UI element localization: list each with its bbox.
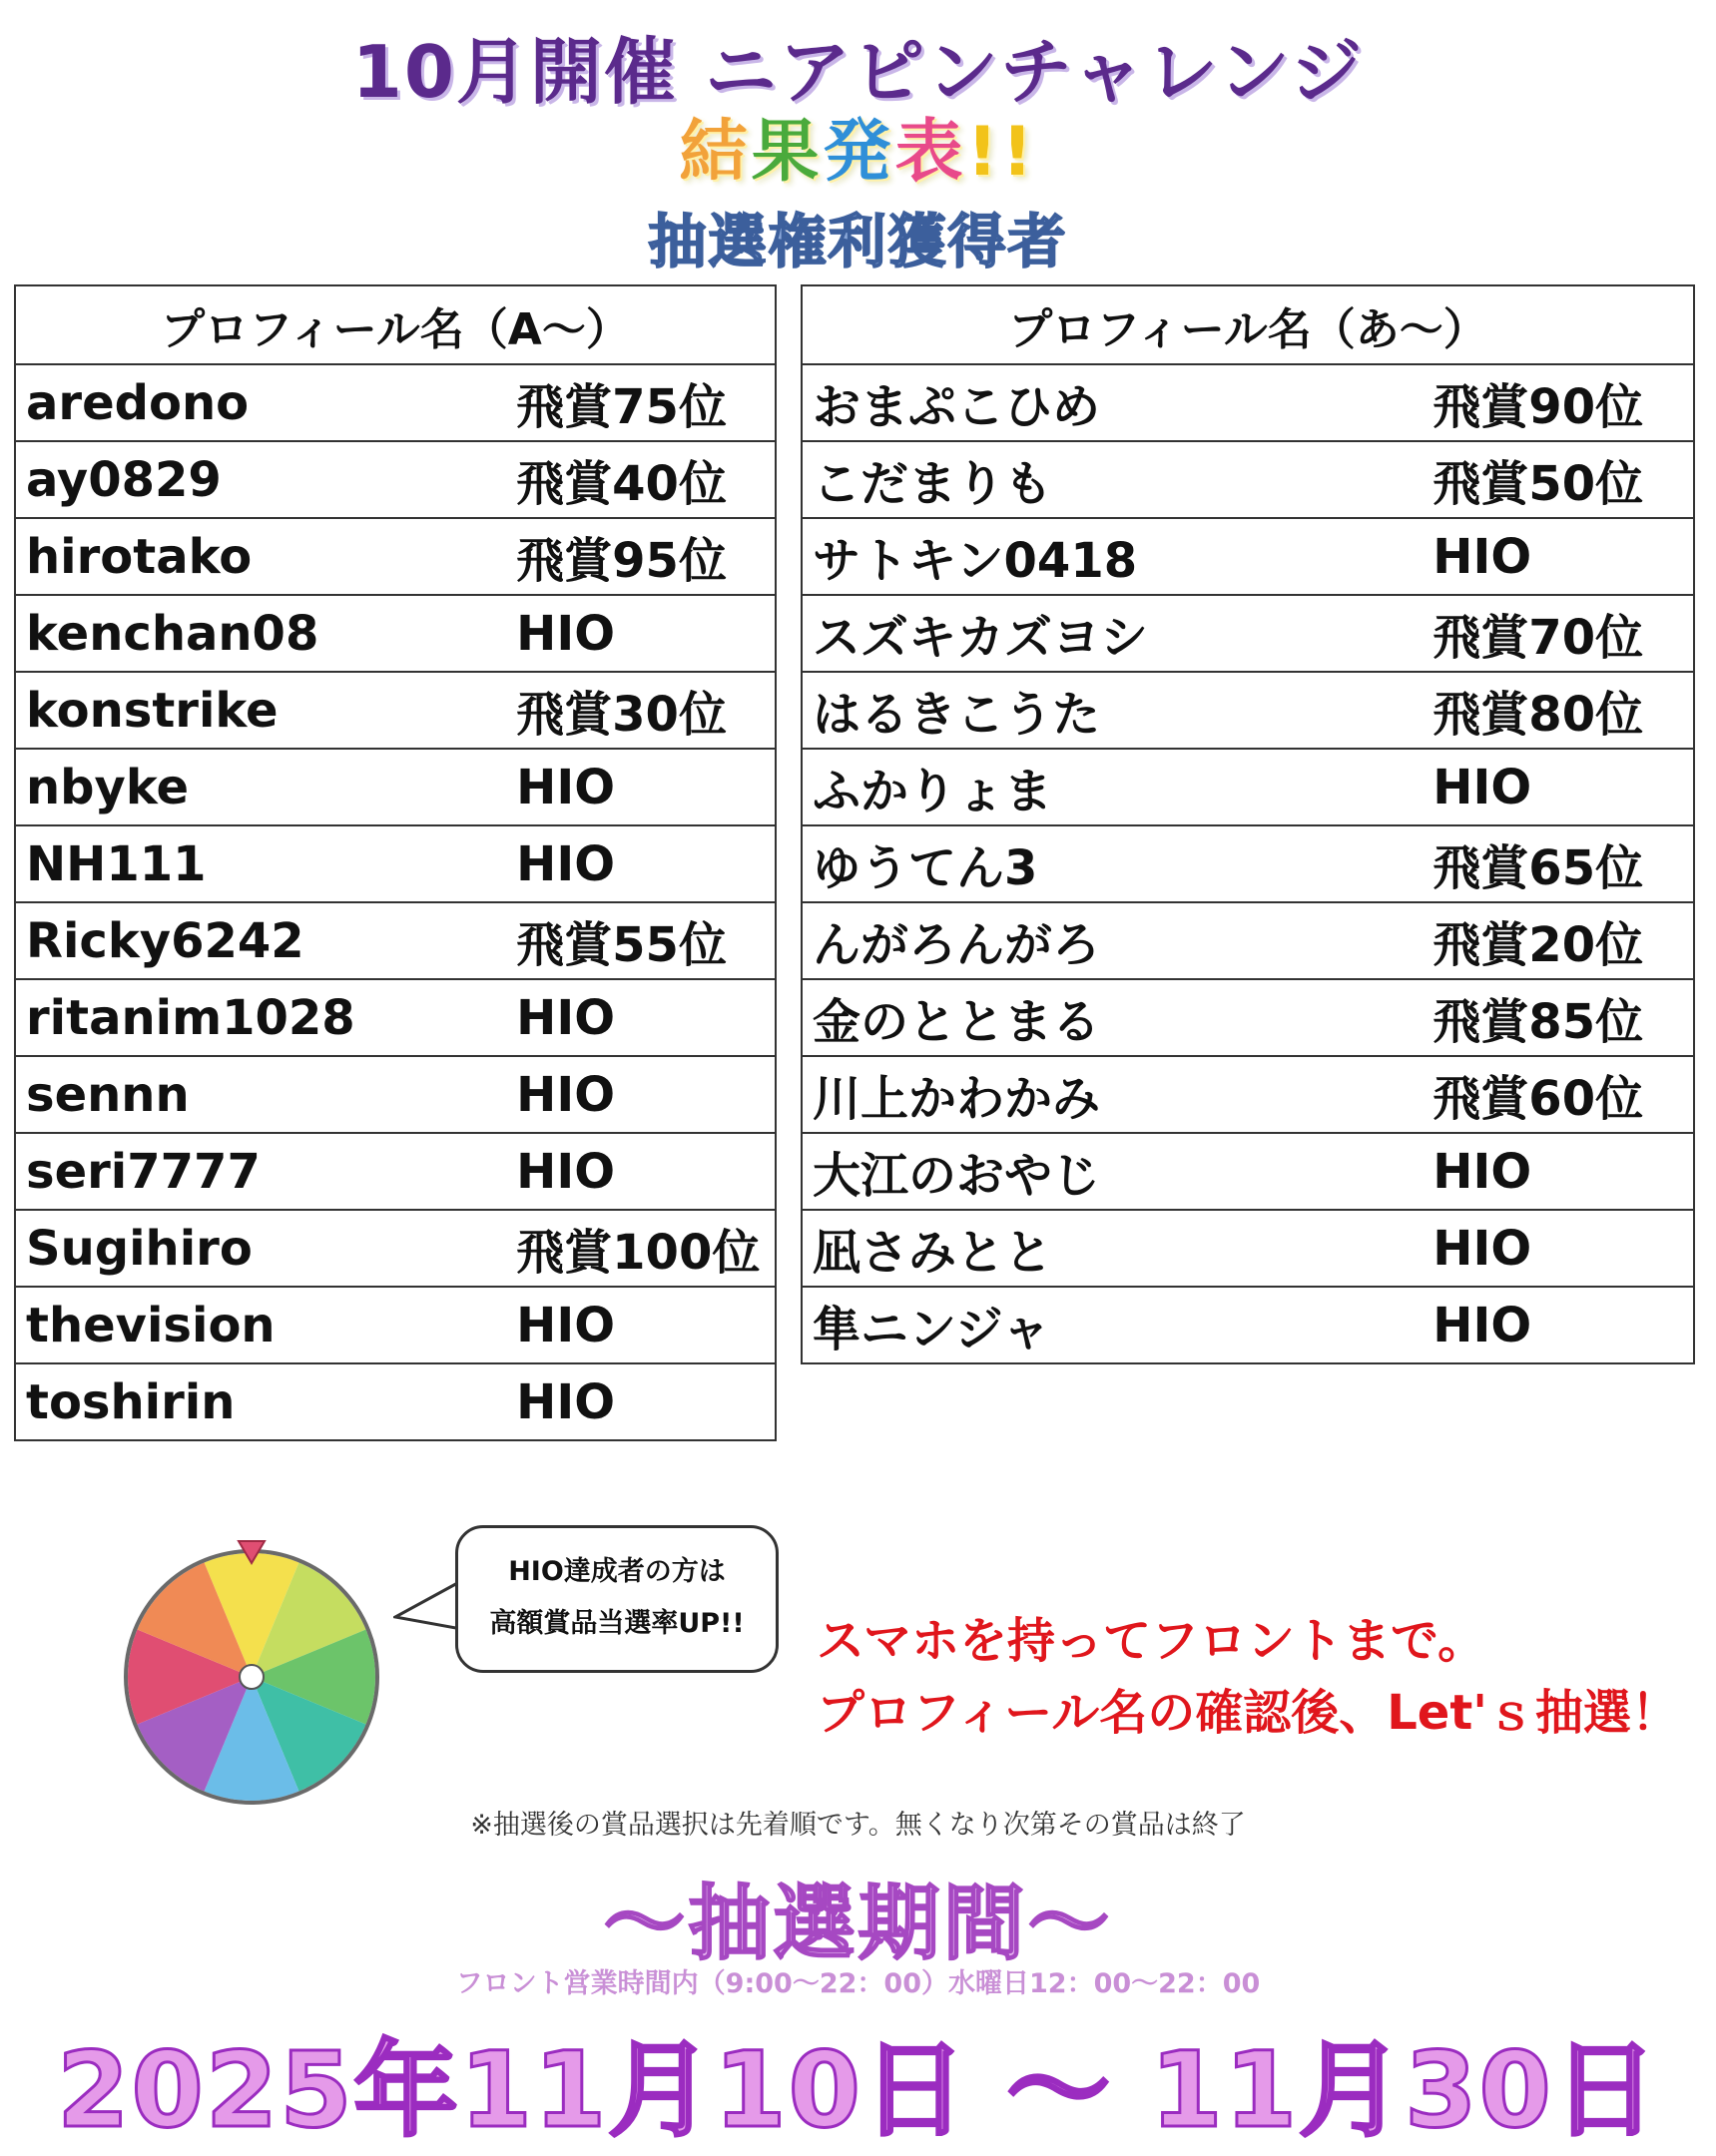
table-row	[802, 825, 1694, 902]
results-char: 結	[679, 113, 752, 192]
table-row	[802, 749, 1694, 825]
profile-name: はるきこうた	[802, 672, 1432, 749]
table-row	[15, 1363, 776, 1440]
profile-name: サトキン0418	[802, 518, 1432, 595]
prize-rank: HIO	[516, 1363, 776, 1440]
table-row	[802, 1133, 1694, 1210]
speech-bubble	[455, 1525, 779, 1673]
profile-name: スズキカズヨシ	[802, 595, 1432, 672]
profile-name: Ricky6242	[15, 902, 516, 979]
profile-name: ay0829	[15, 441, 516, 518]
prize-rank: 飛賞95位	[516, 518, 776, 595]
lottery-dates: 2025年11月10日 〜 11月30日	[57, 2029, 1659, 2151]
profile-name: sennn	[15, 1056, 516, 1133]
wheel-hub	[240, 1665, 264, 1689]
profile-name: kenchan08	[15, 595, 516, 672]
table-row	[802, 1210, 1694, 1287]
table-row	[15, 441, 776, 518]
prize-rank: HIO	[516, 1287, 776, 1363]
profile-name: ゆうてん3	[802, 825, 1432, 902]
table-row	[15, 749, 776, 825]
profile-name: ふかりょま	[802, 749, 1432, 825]
table-row	[15, 1210, 776, 1287]
table-row	[802, 1287, 1694, 1363]
results-announcement	[0, 98, 1716, 195]
profile-name: 大江のおやじ	[802, 1133, 1432, 1210]
prize-rank: 飛賞80位	[1432, 672, 1694, 749]
prize-rank: HIO	[516, 1133, 776, 1210]
prize-rank: 飛賞30位	[516, 672, 776, 749]
profile-table-kana	[801, 284, 1695, 1364]
profile-name: んがろんがろ	[802, 902, 1432, 979]
results-char: 発	[823, 113, 895, 192]
profile-name: aredono	[15, 364, 516, 441]
table-row	[802, 441, 1694, 518]
table-row	[15, 1056, 776, 1133]
table-row	[802, 979, 1694, 1056]
roulette-wheel-icon	[118, 1537, 385, 1805]
profile-name: konstrike	[15, 672, 516, 749]
profile-name: 金のととまる	[802, 979, 1432, 1056]
table-row	[15, 595, 776, 672]
instructions-line-1: スマホを持ってフロントまで。	[817, 1613, 1486, 1669]
results-char: 表	[894, 113, 967, 192]
profile-name: おまぷこひめ	[802, 364, 1432, 441]
prize-rank: HIO	[1432, 1210, 1694, 1287]
prize-rank: 飛賞50位	[1432, 441, 1694, 518]
table-row	[15, 1133, 776, 1210]
table-row	[15, 364, 776, 441]
table-row	[802, 672, 1694, 749]
profile-name: 凪さみとと	[802, 1210, 1432, 1287]
prize-rank: 飛賞60位	[1432, 1056, 1694, 1133]
table-header: プロフィール名（A〜）	[15, 285, 776, 364]
prize-rank: 飛賞90位	[1432, 364, 1694, 441]
prize-rank: HIO	[516, 825, 776, 902]
prize-rank: 飛賞65位	[1432, 825, 1694, 902]
prize-rank: 飛賞55位	[516, 902, 776, 979]
prize-rank: HIO	[1432, 1133, 1694, 1210]
table-row	[15, 672, 776, 749]
page-title: 10月開催 ニアピンチャレンジ	[351, 30, 1365, 114]
table-header-row	[15, 285, 776, 364]
table-header: プロフィール名（あ〜）	[802, 285, 1694, 364]
table-row	[15, 902, 776, 979]
table-row	[802, 364, 1694, 441]
profile-table-alpha	[14, 284, 777, 1441]
winners-heading: 抽選権利獲得者	[648, 208, 1068, 275]
profile-name: こだまりも	[802, 441, 1432, 518]
prize-rank: 飛賞100位	[516, 1210, 776, 1287]
profile-name: hirotako	[15, 518, 516, 595]
table-row	[15, 979, 776, 1056]
lottery-period-title: 〜抽選期間〜	[603, 1877, 1113, 1971]
profile-name: NH111	[15, 825, 516, 902]
results-char: !!	[966, 113, 1037, 192]
bubble-line-1: HIO達成者の方は	[508, 1556, 726, 1587]
speech-bubble-tail-icon	[393, 1577, 463, 1637]
profile-name: nbyke	[15, 749, 516, 825]
prize-rank: HIO	[516, 749, 776, 825]
instructions	[817, 1605, 1695, 1749]
table-row	[15, 518, 776, 595]
table-header-row	[802, 285, 1694, 364]
prize-rank: HIO	[1432, 749, 1694, 825]
profile-name: 川上かわかみ	[802, 1056, 1432, 1133]
prize-rank: 飛賞75位	[516, 364, 776, 441]
prize-rank: HIO	[516, 1056, 776, 1133]
profile-name: ritanim1028	[15, 979, 516, 1056]
profile-name: seri7777	[15, 1133, 516, 1210]
prize-rank: HIO	[516, 979, 776, 1056]
profile-name: 隼ニンジャ	[802, 1287, 1432, 1363]
prize-note: ※抽選後の賞品選択は先着順です。無くなり次第その賞品は終了	[470, 1810, 1246, 1841]
profile-name: Sugihiro	[15, 1210, 516, 1287]
results-char: 果	[751, 113, 824, 192]
prize-rank: 飛賞70位	[1432, 595, 1694, 672]
table-row	[15, 825, 776, 902]
prize-rank: 飛賞40位	[516, 441, 776, 518]
profile-name: toshirin	[15, 1363, 516, 1440]
instructions-line-2: プロフィール名の確認後、Let'ｓ抽選！	[817, 1685, 1679, 1741]
prize-rank: HIO	[1432, 1287, 1694, 1363]
table-row	[15, 1287, 776, 1363]
table-row	[802, 902, 1694, 979]
table-row	[802, 595, 1694, 672]
front-desk-hours: フロント営業時間内（9:00〜22：00）水曜日12：00〜22：00	[455, 1968, 1261, 1999]
prize-rank: 飛賞20位	[1432, 902, 1694, 979]
table-row	[802, 1056, 1694, 1133]
table-row	[802, 518, 1694, 595]
profile-name: thevision	[15, 1287, 516, 1363]
prize-rank: 飛賞85位	[1432, 979, 1694, 1056]
bubble-line-2: 高額賞品当選率UP!!	[489, 1608, 745, 1639]
prize-rank: HIO	[1432, 518, 1694, 595]
prize-rank: HIO	[516, 595, 776, 672]
